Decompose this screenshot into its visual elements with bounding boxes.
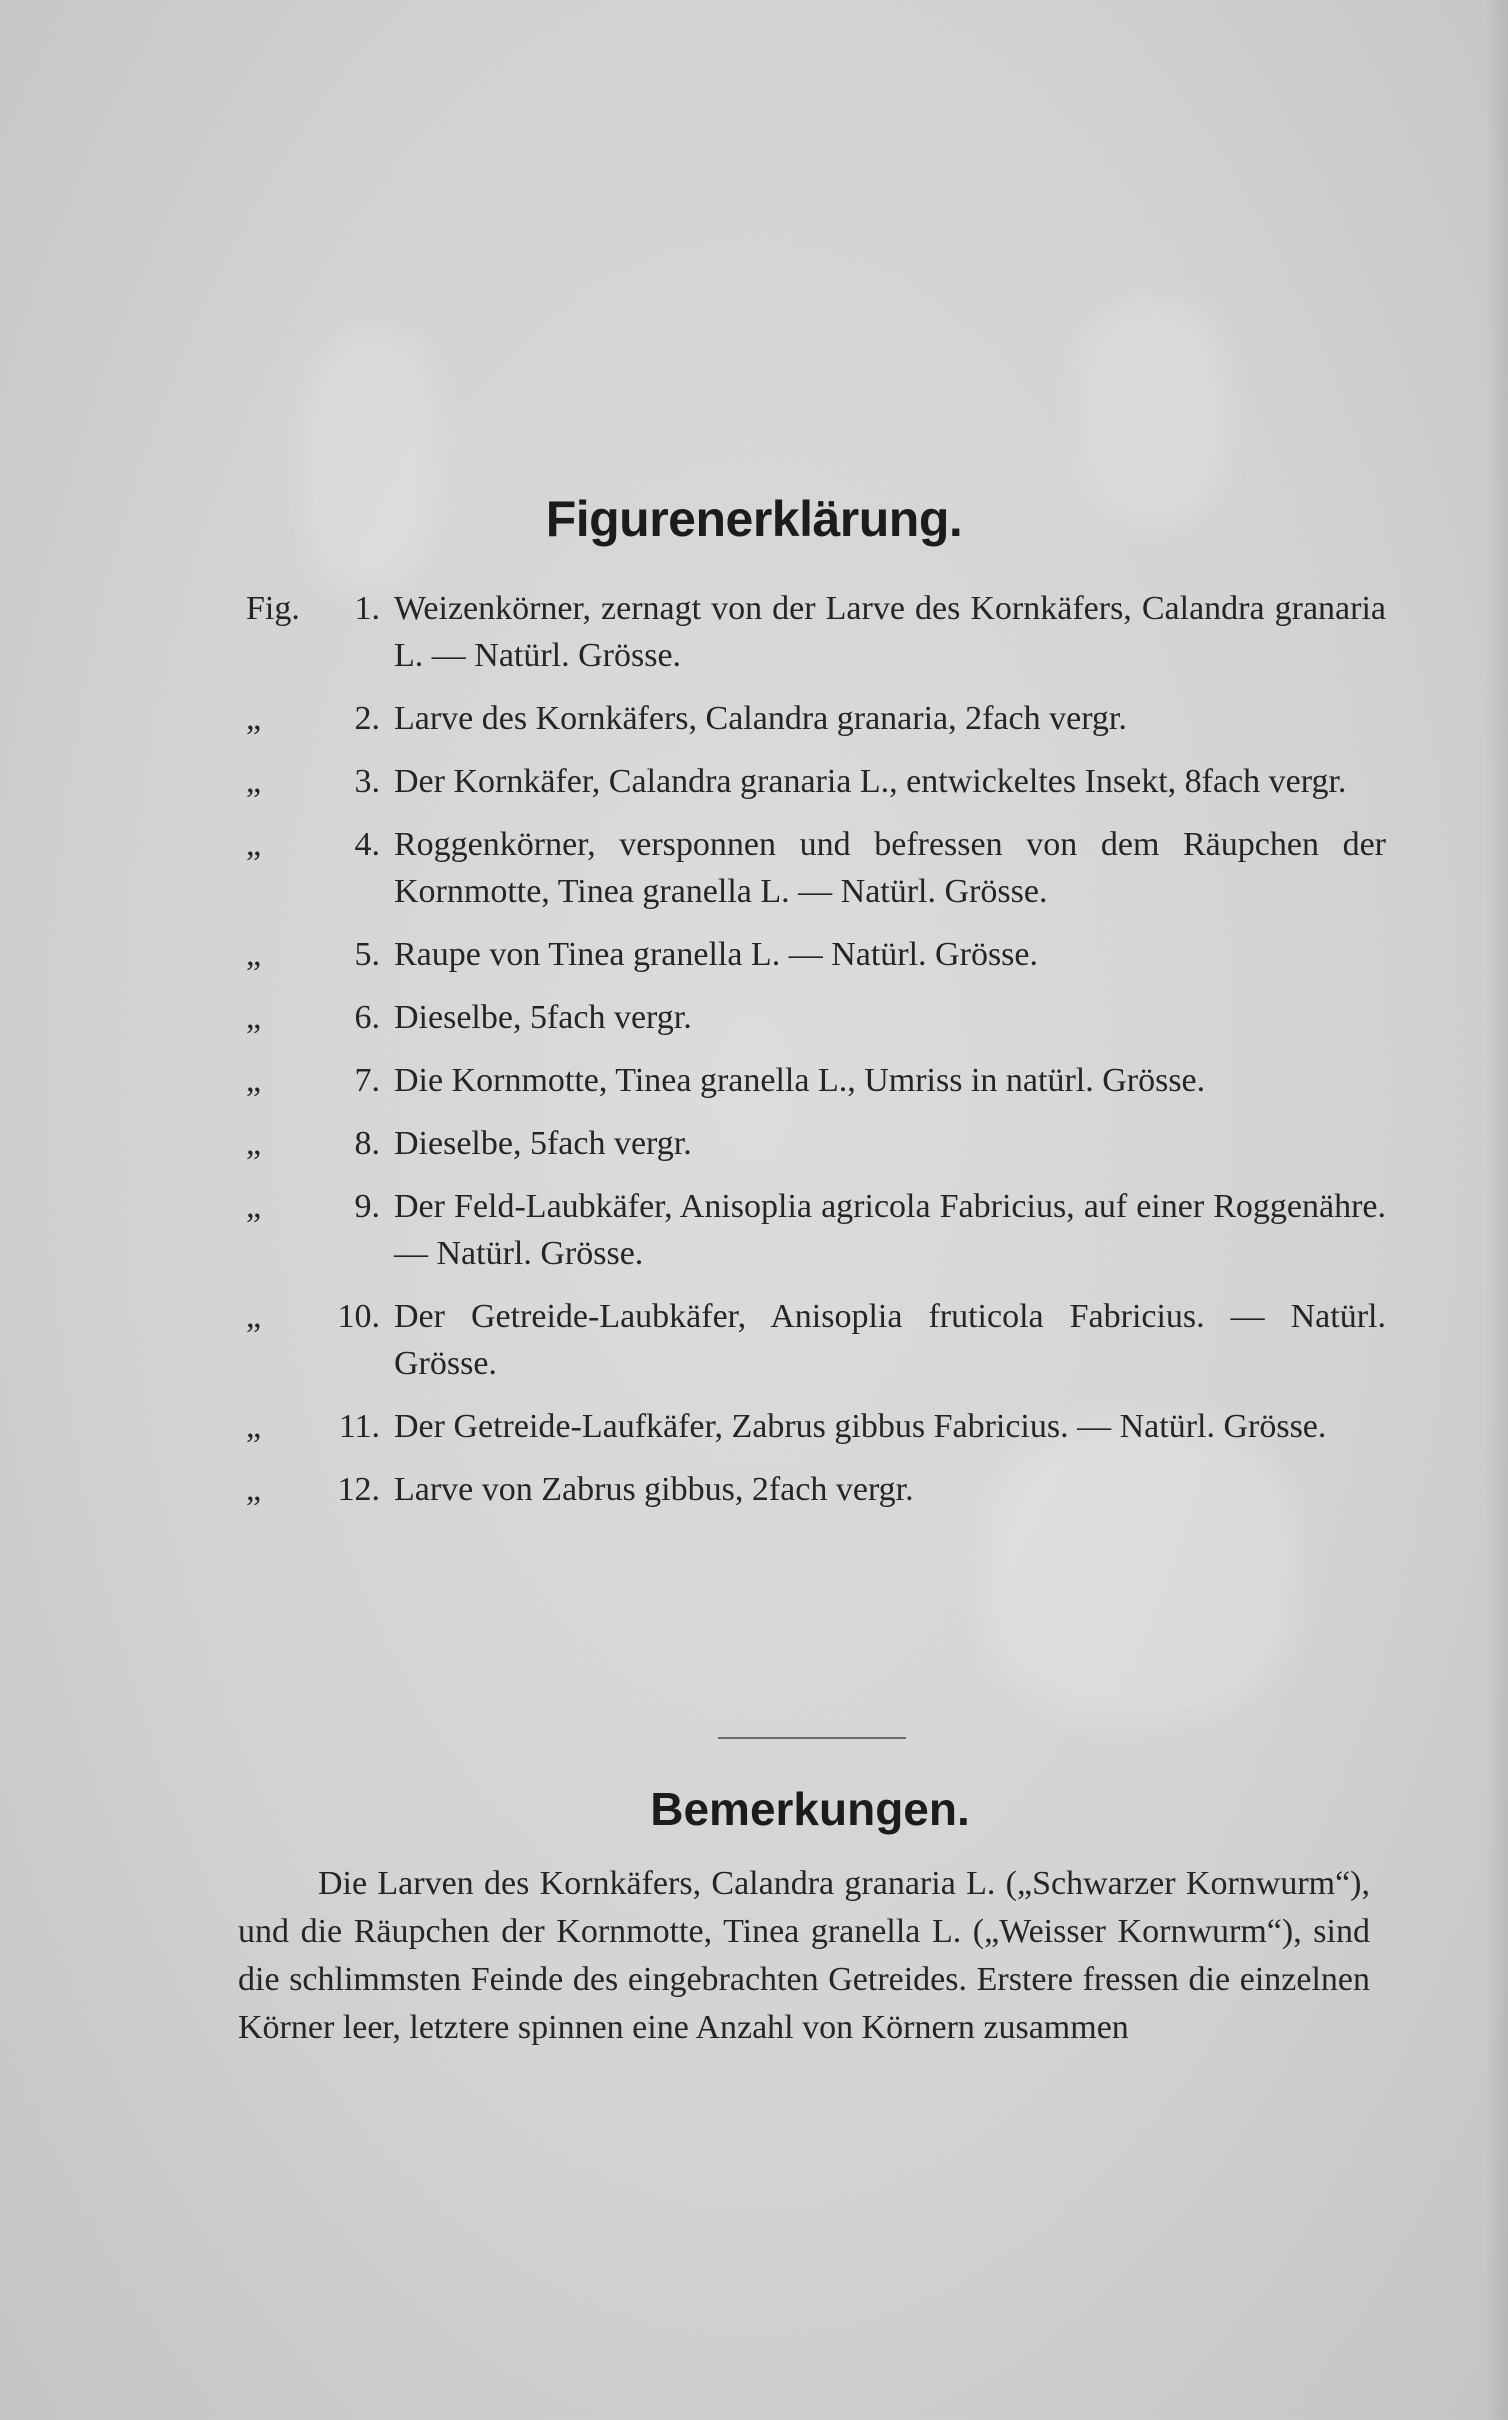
figure-entry	[246, 931, 1386, 978]
figure-entry	[246, 1466, 1386, 1513]
remarks-title: Bemerkungen.	[650, 1783, 970, 1835]
figure-caption: Der Getreide-Laufkäfer, Zabrus gibbus Fabricius. — Natürl. Grösse.	[394, 1408, 1327, 1445]
page-edge-shadow	[1484, 0, 1508, 2420]
figure-entry	[246, 758, 1386, 805]
bleed-through-shadow	[300, 330, 440, 590]
figure-caption: Dieselbe, 5fach vergr.	[394, 1125, 692, 1162]
figure-prefix: „	[246, 1298, 262, 1335]
page-title: Figurenerklärung.	[545, 491, 963, 547]
figure-caption: Der Getreide-Laubkäfer, Anisoplia fruticola Fabricius. — Natürl. Grösse.	[394, 1298, 1386, 1382]
figure-entry	[246, 1057, 1386, 1104]
figure-prefix: Fig.	[246, 590, 300, 627]
figure-number: 7.	[354, 1062, 380, 1099]
figure-entry	[246, 1120, 1386, 1167]
figure-number: 2.	[354, 700, 380, 737]
figure-entry	[246, 1183, 1386, 1277]
figure-prefix: „	[246, 999, 262, 1036]
figure-prefix: „	[246, 936, 262, 973]
figure-entry	[246, 585, 1386, 679]
figure-number: 5.	[354, 936, 380, 973]
figure-prefix: „	[246, 700, 262, 737]
figure-number: 10.	[337, 1298, 380, 1335]
figure-prefix: „	[246, 1125, 262, 1162]
bleed-through-shadow	[1080, 300, 1230, 520]
figure-number: 9.	[354, 1188, 380, 1225]
figure-number: 4.	[354, 826, 380, 863]
figure-prefix: „	[246, 1062, 262, 1099]
section-divider	[718, 1737, 906, 1739]
figure-prefix: „	[246, 1471, 262, 1508]
figure-caption: Larve von Zabrus gibbus, 2fach vergr.	[394, 1471, 914, 1508]
figure-caption: Dieselbe, 5fach vergr.	[394, 999, 692, 1036]
figure-prefix: „	[246, 1188, 262, 1225]
figure-list	[246, 585, 1386, 1529]
figure-entry	[246, 695, 1386, 742]
figure-caption: Der Feld-Laubkäfer, Anisoplia agricola Fabricius, auf einer Roggenähre. — Natürl. Grösse.	[394, 1188, 1386, 1272]
figure-prefix: „	[246, 826, 262, 863]
figure-prefix: „	[246, 763, 262, 800]
figure-entry	[246, 1293, 1386, 1387]
figure-number: 1.	[354, 590, 380, 627]
figure-caption: Die Kornmotte, Tinea granella L., Umriss in natürl. Grösse.	[394, 1062, 1206, 1099]
figure-number: 6.	[354, 999, 380, 1036]
figure-number: 3.	[354, 763, 380, 800]
figure-entry	[246, 994, 1386, 1041]
figure-entry	[246, 821, 1386, 915]
figure-number: 12.	[337, 1471, 380, 1508]
figure-caption: Der Kornkäfer, Calandra granaria L., entwickeltes Insekt, 8fach vergr.	[394, 763, 1347, 800]
figure-caption: Larve des Kornkäfers, Calandra granaria, 2fach vergr.	[394, 700, 1127, 737]
figure-entry	[246, 1403, 1386, 1450]
figure-number: 11.	[338, 1408, 380, 1445]
figure-caption: Raupe von Tinea granella L. — Natürl. Grösse.	[394, 936, 1038, 973]
figure-caption: Roggenkörner, versponnen und befressen von dem Räupchen der Kornmotte, Tinea granella L. — Natürl. Grösse.	[394, 826, 1386, 910]
figure-number: 8.	[354, 1125, 380, 1162]
figure-prefix: „	[246, 1408, 262, 1445]
figure-caption: Weizenkörner, zernagt von der Larve des Kornkäfers, Calandra granaria L. — Natürl. Grösse.	[394, 590, 1386, 674]
remarks-paragraph: Die Larven des Kornkäfers, Calandra granaria L. („Schwarzer Kornwurm“), und die Räupchen der Kornmotte, Tinea granella L. („Weisser Kornwurm“), sind die schlimmsten Feinde des eingebrachten Getreides. Erstere fressen die einzelnen Körner leer, letztere spinnen eine Anzahl von Körnern zusammen	[238, 1865, 1370, 2046]
